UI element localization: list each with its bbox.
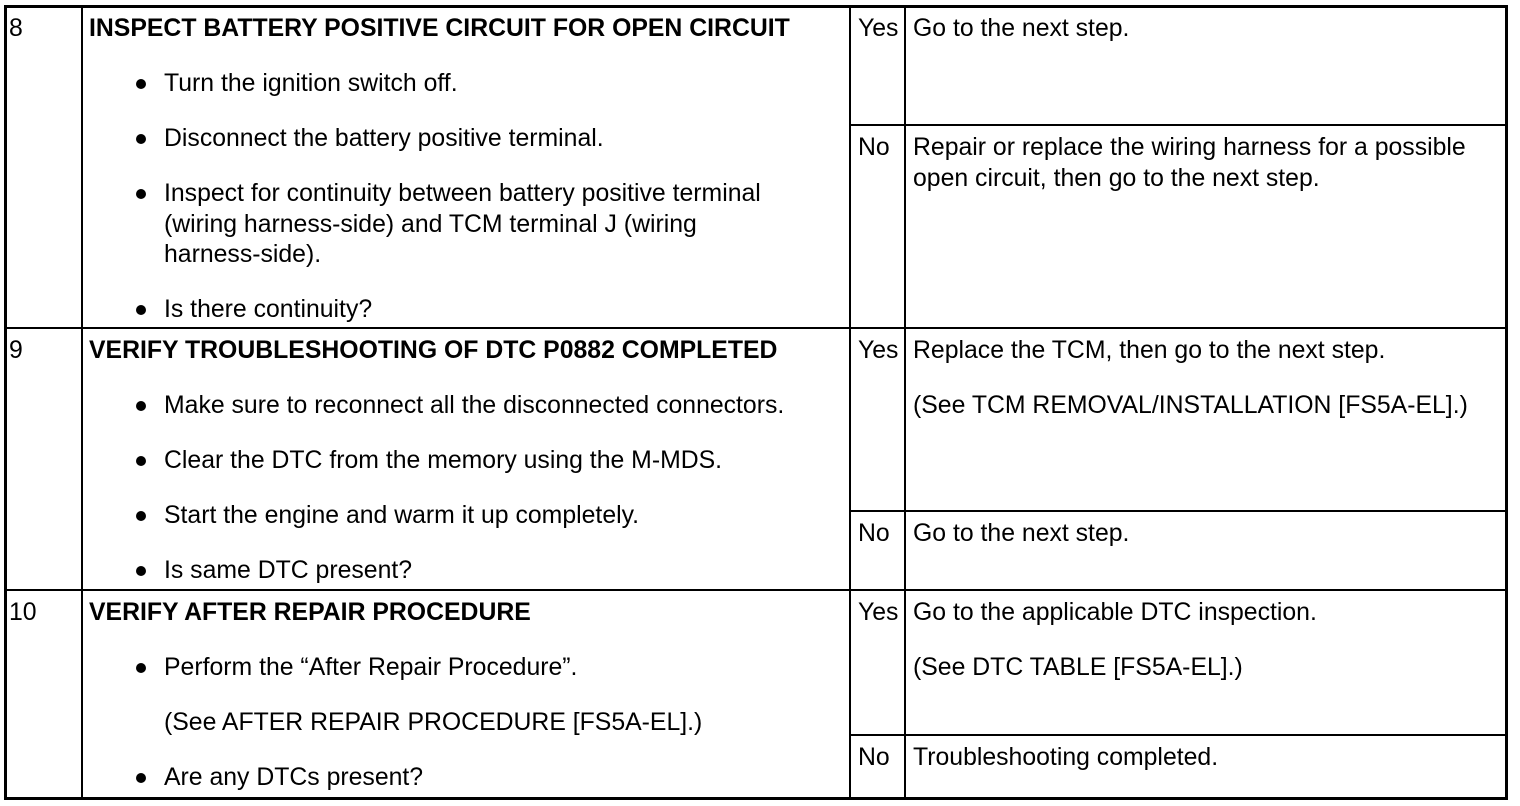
yes-label-cell [851, 8, 904, 124]
reference-paragraph [913, 391, 1505, 422]
result-paragraph [913, 598, 1505, 629]
list-item-text: Clear the DTC from the memory using the M-MDS. [164, 447, 723, 474]
list-item [89, 391, 849, 422]
step-number-cell [7, 591, 81, 797]
no-result-cell [906, 512, 1505, 589]
list-item-text: Disconnect the battery positive terminal. [164, 125, 604, 152]
step-title: VERIFY TROUBLESHOOTING OF DTC P0882 COMPLETED [89, 337, 778, 364]
bullet-icon [136, 134, 146, 144]
yes-label-cell [851, 591, 904, 734]
list-item-text: Inspect for continuity between battery positive terminal [164, 180, 761, 207]
bullet-icon [136, 189, 146, 199]
step-number: 10 [9, 599, 37, 626]
answer-yes-label: Yes [858, 337, 899, 364]
bullet-icon [136, 663, 146, 673]
list-item [89, 653, 849, 684]
list-item-text: Start the engine and warm it up completely. [164, 502, 640, 529]
step-title: INSPECT BATTERY POSITIVE CIRCUIT FOR OPEN CIRCUIT [89, 15, 790, 42]
step-action-cell [83, 591, 849, 797]
result-paragraph [913, 133, 1505, 194]
list-item-text: Turn the ignition switch off. [164, 70, 458, 97]
list-item [89, 763, 849, 794]
bullet-icon [136, 79, 146, 89]
answer-no-label: No [858, 134, 890, 161]
answer-yes-label: Yes [858, 15, 899, 42]
step-number: 9 [9, 337, 23, 364]
list-item [89, 556, 849, 587]
step-number-cell [7, 8, 81, 327]
list-item-text: Make sure to reconnect all the disconnected connectors. [164, 392, 785, 419]
result-line: Go to the applicable DTC inspection. [913, 599, 1317, 626]
yes-result-cell [906, 591, 1505, 734]
result-paragraph [913, 336, 1505, 367]
list-item [89, 69, 849, 100]
list-item-text: (wiring harness-side) and TCM terminal J (wiring [164, 210, 697, 238]
list-item [89, 295, 849, 326]
no-result-cell [906, 736, 1505, 797]
answer-no-label: No [858, 744, 890, 771]
answer-no-label: No [858, 520, 890, 547]
list-item [89, 501, 849, 532]
bullet-icon [136, 511, 146, 521]
step-title: VERIFY AFTER REPAIR PROCEDURE [89, 599, 531, 626]
step-number: 8 [9, 15, 23, 42]
troubleshooting-table [4, 5, 1508, 800]
result-paragraph [913, 519, 1505, 550]
bullet-icon [136, 773, 146, 783]
step-action-cell [83, 329, 849, 589]
result-line: Troubleshooting completed. [913, 744, 1219, 771]
bullet-icon [136, 456, 146, 466]
result-paragraph [913, 743, 1505, 774]
result-line: open circuit, then go to the next step. [913, 164, 1320, 192]
result-line: Repair or replace the wiring harness for a possible [913, 134, 1466, 161]
bullet-icon [136, 305, 146, 315]
list-item-text: Is same DTC present? [164, 557, 413, 584]
reference-line: (See TCM REMOVAL/INSTALLATION [FS5A-EL].) [913, 392, 1468, 419]
list-item [89, 446, 849, 477]
list-item [89, 179, 849, 271]
result-line: Go to the next step. [913, 520, 1130, 547]
list-item-text: Perform the “After Repair Procedure”. [164, 654, 578, 681]
step-number-cell [7, 329, 81, 589]
result-line: Replace the TCM, then go to the next step. [913, 337, 1386, 364]
reference-paragraph [913, 653, 1505, 684]
list-item-text: Is there continuity? [164, 296, 373, 323]
list-item [89, 124, 849, 155]
yes-label-cell [851, 329, 904, 510]
list-item-text: Are any DTCs present? [164, 764, 424, 791]
step-action-cell [83, 8, 849, 327]
reference-note [89, 708, 849, 739]
reference-line: (See AFTER REPAIR PROCEDURE [FS5A-EL].) [164, 709, 703, 736]
list-item-text: harness-side). [164, 241, 322, 268]
no-label-cell [851, 126, 904, 327]
no-label-cell [851, 736, 904, 797]
no-label-cell [851, 512, 904, 589]
yes-result-cell [906, 329, 1505, 510]
answer-yes-label: Yes [858, 599, 899, 626]
reference-line: (See DTC TABLE [FS5A-EL].) [913, 654, 1243, 681]
bullet-icon [136, 401, 146, 411]
yes-result-cell [906, 8, 1505, 124]
no-result-cell [906, 126, 1505, 327]
result-line: Go to the next step. [913, 15, 1130, 42]
result-paragraph [913, 14, 1505, 45]
bullet-icon [136, 566, 146, 576]
